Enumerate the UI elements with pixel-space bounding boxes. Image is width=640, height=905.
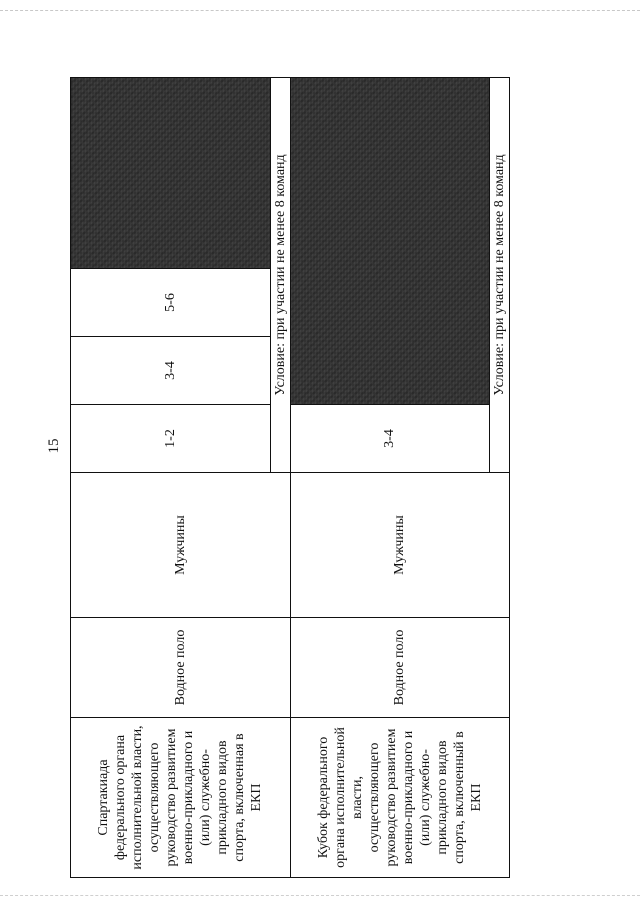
place-cell: 3-4	[290, 405, 490, 473]
group-cell: Мужчины	[71, 473, 291, 618]
table-row	[71, 78, 271, 878]
group-cell: Мужчины	[290, 473, 510, 618]
place-cell: 3-4	[71, 337, 271, 405]
rotated-page	[46, 78, 510, 878]
event-name: Спартакиада федерального органа исполнительной власти, осуществляющего руководство развитием военно-прикладного и (или) служебно-прикладного видов спорта, включенная в ЕКП	[96, 725, 265, 870]
scan-edge-top	[0, 10, 640, 11]
condition-text: Условие: при участии не менее 8 команд	[490, 78, 510, 473]
scan-edge-bottom	[0, 895, 640, 896]
sport-cell: Водное поло	[290, 618, 510, 718]
event-cell	[290, 718, 510, 878]
shaded-cell	[71, 78, 271, 269]
shaded-cell	[290, 78, 490, 405]
place-cell: 1-2	[71, 405, 271, 473]
event-cell	[71, 718, 291, 878]
classification-table	[70, 77, 510, 878]
event-name: Кубок федерального органа исполнительной власти, осуществляющего руководство развитием военно-прикладного и (или) служебно-прикладного видов спорта, включенный в ЕКП	[315, 727, 484, 868]
condition-text: Условие: при участии не менее 8 команд	[270, 78, 290, 473]
place-cell: 5-6	[71, 269, 271, 337]
table-row	[290, 78, 490, 878]
sport-cell: Водное поло	[71, 618, 291, 718]
page-number: 15	[46, 438, 62, 454]
